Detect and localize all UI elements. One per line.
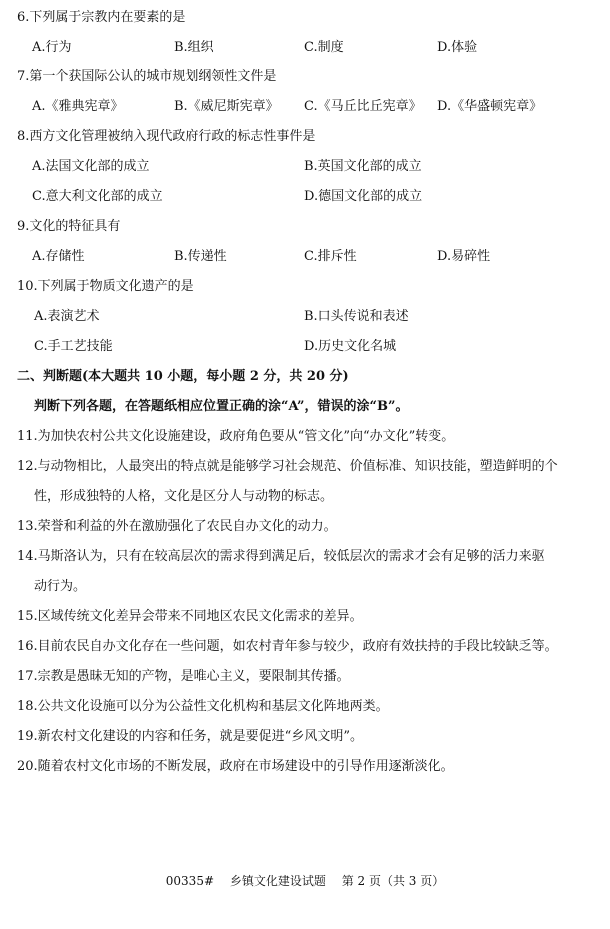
question-10-option-d: D.历史文化名城 <box>304 339 397 354</box>
question-9-stem: 9.文化的特征具有 <box>17 219 121 234</box>
tf-question-18: 18.公共文化设施可以分为公益性文化机构和基层文化阵地两类。 <box>17 699 389 714</box>
tf-question-19: 19.新农村文化建设的内容和任务，就是要促进“乡风文明”。 <box>17 729 363 744</box>
question-8-option-b: B.英国文化部的成立 <box>304 159 422 174</box>
tf-question-15: 15.区域传统文化差异会带来不同地区农民文化需求的差异。 <box>17 609 363 624</box>
question-8-option-a: A.法国文化部的成立 <box>32 159 150 174</box>
question-9-option-d: D.易碎性 <box>437 249 491 264</box>
question-6-option-b: B.组织 <box>174 40 214 55</box>
tf-question-16: 16.目前农民自办文化存在一些问题，如农村青年参与较少，政府有效扶持的手段比较缺乏等。 <box>17 639 558 654</box>
tf-question-12-line-1: 12.与动物相比，人最突出的特点就是能够学习社会规范、价值标准、知识技能，塑造鲜明的个 <box>17 459 558 474</box>
footer-page-number: 第 2 页（共 3 页） <box>341 874 445 888</box>
question-9-option-b: B.传递性 <box>174 249 227 264</box>
question-6-stem: 6.下列属于宗教内在要素的是 <box>17 10 186 25</box>
tf-question-14-line-2: 动行为。 <box>34 579 87 594</box>
footer-exam-title: 乡镇文化建设试题 <box>229 874 326 888</box>
question-10-option-c: C.手工艺技能 <box>34 339 113 354</box>
question-8-stem: 8.西方文化管理被纳入现代政府行政的标志性事件是 <box>17 129 316 144</box>
question-9-option-c: C.排斥性 <box>304 249 357 264</box>
footer-exam-code: 00335# <box>165 874 215 888</box>
question-7-stem: 7.第一个获国际公认的城市规划纲领性文件是 <box>17 69 277 84</box>
question-7-option-c: C.《马丘比丘宪章》 <box>304 99 422 114</box>
question-8-option-c: C.意大利文化部的成立 <box>32 189 163 204</box>
question-6-option-c: C.制度 <box>304 40 344 55</box>
question-7-option-a: A.《雅典宪章》 <box>32 99 124 114</box>
question-10-option-a: A.表演艺术 <box>34 309 100 324</box>
question-6-option-d: D.体验 <box>437 40 478 55</box>
question-6-option-a: A.行为 <box>32 40 72 55</box>
question-8-option-d: D.德国文化部的成立 <box>304 189 423 204</box>
tf-question-20: 20.随着农村文化市场的不断发展，政府在市场建设中的引导作用逐渐淡化。 <box>17 759 454 774</box>
question-9-option-a: A.存储性 <box>32 249 85 264</box>
question-10-option-b: B.口头传说和表述 <box>304 309 409 324</box>
section-2-title: 二、判断题(本大题共 10 小题，每小题 2 分，共 20 分) <box>17 369 349 384</box>
tf-question-17: 17.宗教是愚昧无知的产物，是唯心主义，要限制其传播。 <box>17 669 350 684</box>
section-2-instruction: 判断下列各题，在答题纸相应位置正确的涂“A”，错误的涂“B”。 <box>34 399 409 414</box>
tf-question-14-line-1: 14.马斯洛认为，只有在较高层次的需求得到满足后，较低层次的需求才会有足够的活力来驱 <box>17 549 545 564</box>
tf-question-12-line-2: 性，形成独特的人格，文化是区分人与动物的标志。 <box>34 489 334 504</box>
question-10-stem: 10.下列属于物质文化遗产的是 <box>17 279 194 294</box>
tf-question-13: 13.荣誉和利益的外在激励强化了农民自办文化的动力。 <box>17 519 337 534</box>
page-footer <box>0 872 610 889</box>
question-7-option-d: D.《华盛顿宪章》 <box>437 99 543 114</box>
tf-question-11: 11.为加快农村公共文化设施建设，政府角色要从“管文化”向“办文化”转变。 <box>17 429 455 444</box>
question-7-option-b: B.《威尼斯宪章》 <box>174 99 279 114</box>
